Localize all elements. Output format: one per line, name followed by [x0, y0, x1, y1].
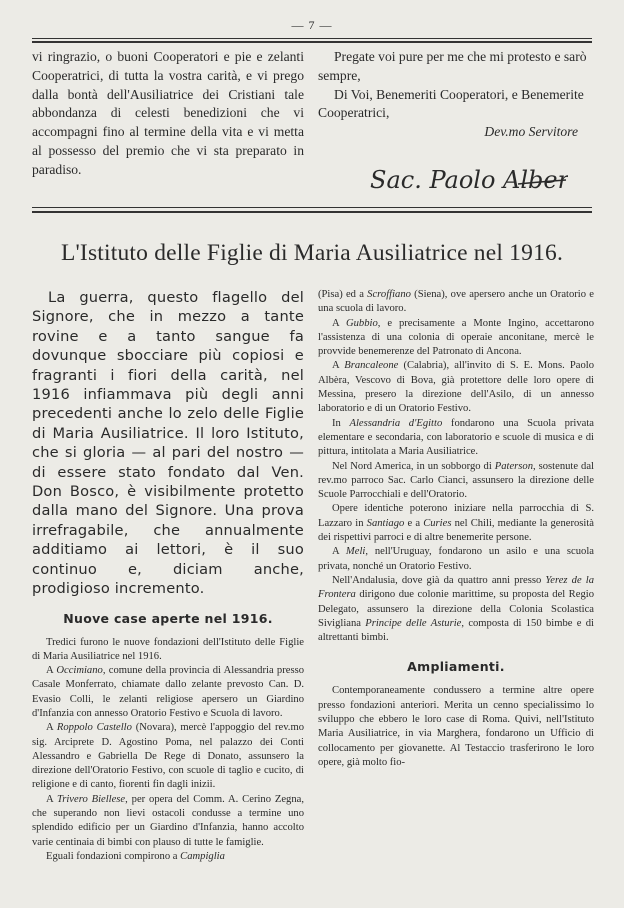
paragraph-lead: (Pisa) ed a	[318, 289, 368, 300]
paragraph-text: Tredici furono le nuove fondazioni dell'Istituto delle Figlie di Maria Ausiliatrice nel 1916.	[32, 636, 304, 662]
paragraph	[32, 850, 304, 864]
paragraph-text: , comune della provincia di Alessandria presso Casale Monferrato, chiamate dallo zelante prevosto Can. D. Evasio Colli, le zelanti religiose apersero un Giardino d'Infanzia con annesso Oratorio Festivo e Scuola di lavoro.	[32, 665, 304, 719]
paragraph-text: e a	[404, 517, 424, 529]
paragraph-lead: A	[332, 317, 346, 329]
place-name: Trivero Biellese	[56, 793, 126, 805]
paragraph	[32, 721, 304, 792]
signature	[368, 154, 594, 206]
paragraph-text: , composta di 150 bimbe e di altrettanti bimbi.	[318, 617, 594, 644]
paragraph-text: Eguali fondazioni compirono a	[46, 850, 181, 862]
place-name: Occimiano	[56, 665, 103, 677]
section-heading-expansions: Ampliamenti.	[407, 659, 505, 675]
place-name: Santiago	[366, 517, 405, 529]
letter-right-paragraph-1: Pregate voi pure per me che mi protesto e sarò sempre,	[318, 49, 587, 83]
paragraph-lead: A	[46, 722, 57, 734]
article-right-column	[318, 288, 594, 770]
paragraph	[32, 664, 304, 721]
paragraph-text: , per opera del Comm. A. Cerino Zegna, che superando non lievi ostacoli condusse a termine uno splendido edificio per un Giardino d'Infanzia, hanno accolto varie centinaia di bimbi con plauso di tutte le famiglie.	[32, 793, 304, 848]
place-name: Alessandria d'Egitto	[349, 417, 443, 429]
paragraph-text: fondarono una Scuola privata elementare e secondaria, con laboratorio e scuole di musica e di pittura, intitolata a Maria Ausiliatrice.	[318, 417, 594, 458]
paragraph-lead: Nel Nord America, in un sobborgo di	[332, 460, 495, 472]
place-name: Roppolo Castello	[56, 722, 132, 734]
top-rule-thin	[32, 38, 592, 39]
letter-right-paragraph-2: Di Voi, Benemeriti Cooperatori, e Benemerite Cooperatrici,	[318, 86, 584, 121]
paragraph-lead: A	[46, 793, 57, 805]
signature-text: Sac. Paolo Albera	[370, 165, 568, 194]
paragraph-text: (Siena), ove apersero anche un Oratorio e una scuola di lavoro.	[318, 289, 594, 315]
page-number: — 7 —	[291, 18, 333, 32]
signature-drawing	[368, 154, 568, 200]
paragraph-text: dirigono due colonie marittime, su proposta del Regio Delegato, assunsero la direzione della Colonia Scolastica Sivigliana	[318, 589, 594, 629]
place-name: Curies	[423, 517, 452, 529]
paragraph-text: (Novara), mercè l'appoggio del rev.mo sig. Arciprete D. Agostino Poma, nel palazzo dei Conti Alessandro e Gabriella De Rege di Donato, assunsero la direzione dell'Oratorio Festivo, con scuole di taglio e cucito, di religione e di canto, fiorenti fin dagli inizii.	[32, 722, 304, 791]
paragraph	[318, 359, 594, 416]
paragraph-text: (Calabria), all'invito di S. E. Mons. Paolo Albèra, Vescovo di Bova, già protettore delle loro opere di Messina, presero la direzione dell'Asilo, di un annesso laboratorio e di un Oratorio Festivo.	[318, 360, 594, 415]
paragraph	[32, 636, 304, 665]
letter-right-column	[318, 48, 594, 206]
paragraph-text: , e precisamente a Monte Ingino, accettarono l'assistenza di una colonia di operaie anconitane, mercè le provvide benemerenze del Patronato di Ancona.	[318, 317, 594, 358]
place-name: Scroffiano	[367, 289, 411, 300]
article-intro: La guerra, questo flagello del Signore, che in mezzo a tante rovine e a tanto sangue fa dovunque sbocciare più copiosi e fragranti i fiori della carità, nel 1916 infiammava più degli anni precedenti anche lo zelo delle Figlie di Maria Ausiliatrice. Il loro Istituto, che si gloria — al pari del nostro — di essere stato fondato dal Ven. Don Bosco, è visibilmente protetto dalla mano del Signore. Una prova irrefragabile, che annualmente additiamo ai lettori, è il suo continuo e, diciam anche, prodigioso incremento.	[32, 289, 304, 598]
place-name: Principe delle Asturie	[365, 617, 462, 629]
article-title: L'Istituto delle Figlie di Maria Ausiliatrice nel 1916.	[60, 240, 564, 266]
left-paragraphs	[32, 636, 304, 865]
paragraph-lead: Nell'Andalusia, dove già da quattro anni presso	[332, 574, 546, 586]
place-name: Paterson	[494, 460, 534, 472]
expansions-paragraph: Contemporaneamente condussero a termine altre opere presso fondazioni anteriori. Merita un cenno specialissimo lo sviluppo che ebbero le loro case di Roma. Quivi, nell'Istituto Maria Ausiliatrice, in via Marghera, fondarono un Ufficio di collocamento per giovanette. Al Testaccio trasferirono le loro opere, già molto fio-	[318, 685, 594, 768]
paragraph-text: , sostenute dal rev.mo parroco Sac. Carlo Cianci, assunsero la direzione delle Scuole Parrocchiali e dell'Oratorio.	[318, 460, 594, 501]
letter-left-text: vi ringrazio, o buoni Cooperatori e pie e zelanti Cooperatrici, di tutta la vostra carità, e vi prego dalla bontà dell'Ausiliatrice dei Cristiani tale abbondanza di celesti benedizioni che vi accompagni fino al termine della vita e vi metta al possesso del premio che vi sta preparato in paradiso.	[32, 49, 304, 177]
paragraph-text: , nell'Uruguay, fondarono un asilo e una scuola privata, nonché un Oratorio Festivo.	[318, 546, 594, 572]
top-rule-thick	[32, 41, 592, 43]
paragraph	[318, 545, 594, 574]
paragraph-lead: Opere identiche poterono iniziare nella parrocchia di S. Lazzaro in	[318, 503, 594, 529]
place-name: Gubbio	[345, 317, 378, 329]
paragraph	[318, 417, 594, 460]
section-heading-new-houses: Nuove case aperte nel 1916.	[63, 610, 273, 626]
right-paragraphs	[318, 288, 594, 645]
mid-rule-thick	[32, 211, 592, 213]
paragraph	[318, 460, 594, 503]
paragraph	[318, 574, 594, 645]
place-name: Campiglia	[180, 850, 225, 862]
paragraph	[318, 288, 594, 317]
paragraph	[32, 793, 304, 850]
place-name: Yerez de la Frontera	[318, 574, 594, 601]
article-left-column	[32, 288, 304, 864]
paragraph-lead: A	[332, 360, 345, 372]
letter-left-column	[32, 48, 304, 180]
letter-closing: Dev.mo Servitore	[484, 124, 578, 140]
paragraph	[318, 502, 594, 545]
paragraph	[318, 317, 594, 360]
paragraph-lead: A	[46, 665, 57, 677]
paragraph-lead: In	[332, 417, 350, 429]
place-name: Meli	[345, 546, 366, 558]
place-name: Brancaleone	[344, 360, 399, 372]
mid-rule-thin	[32, 207, 592, 208]
paragraph-text: nel Chili, mediante la generosità dei rispettivi parroci e di altre benemerite persone.	[318, 517, 594, 544]
paragraph-lead: A	[332, 546, 346, 558]
